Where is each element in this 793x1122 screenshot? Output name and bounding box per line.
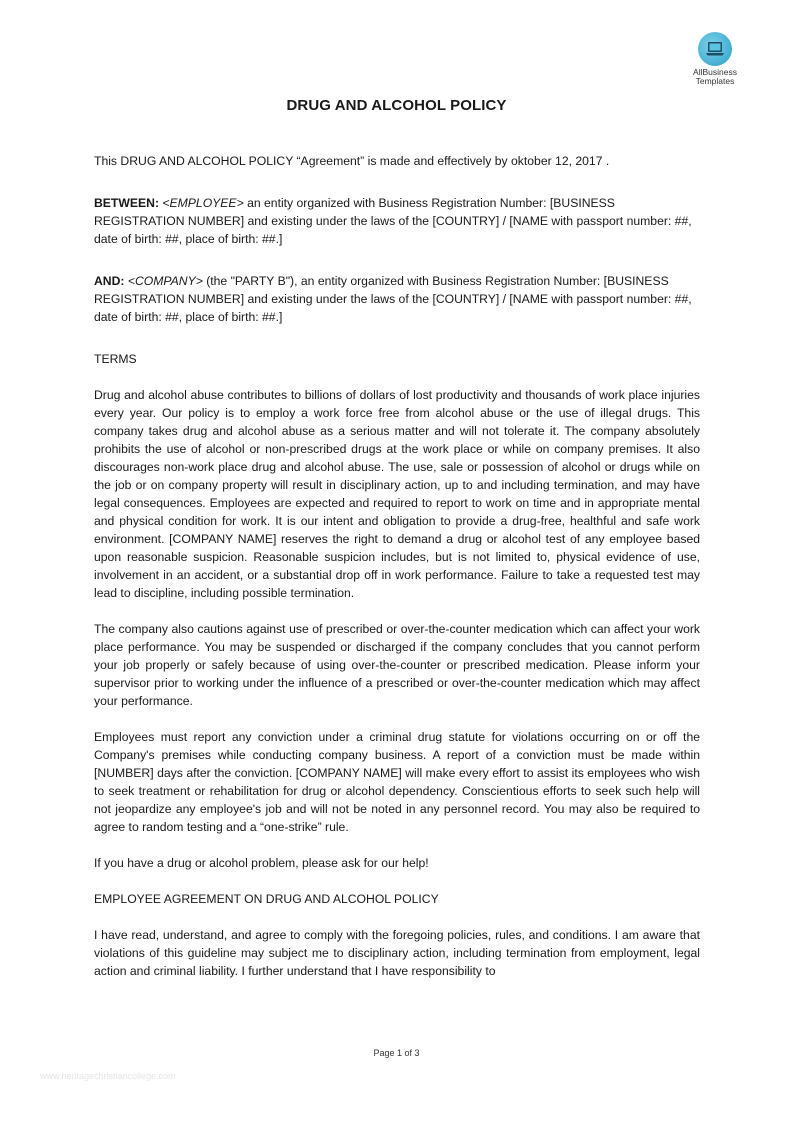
page-number: Page 1 of 3 [373, 1048, 420, 1058]
agreement-heading: EMPLOYEE AGREEMENT ON DRUG AND ALCOHOL POLICY [94, 892, 439, 906]
agreement-paragraph: I have read, understand, and agree to comply with the foregoing policies, rules, and conditions. I am aware that violations of this guideline may subject me to disciplinary action, including termination from employment, legal action and criminal liability. I further understand that I have responsibility to [94, 928, 700, 978]
and-label: AND: [94, 274, 125, 288]
and-clause [94, 272, 700, 326]
laptop-icon [698, 32, 732, 66]
between-clause [94, 194, 700, 248]
document-title: DRUG AND ALCOHOL POLICY [286, 97, 507, 114]
company-logo [680, 32, 750, 86]
logo-line-1: AllBusiness [693, 67, 737, 77]
logo-text [680, 68, 750, 86]
and-text: (the "PARTY B"), an entity organized with Business Registration Number: [BUSINESS REGISTRATION NUMBER] and existing under the laws of the [COUNTRY] / [NAME with passport number: ##, date of birth: ##, place of birth: ##.] [94, 274, 692, 324]
employee-placeholder: <EMPLOYEE> [162, 196, 244, 210]
policy-paragraph-3: Employees must report any conviction under a criminal drug statute for violations occurring on or off the Company's premises while conducting company business. A report of a conviction must be made within [NUMBER] days after the conviction. [COMPANY NAME] will make every effort to assist its employees who wish to seek treatment or rehabilitation for drug or alcohol dependency. Conscientious efforts to seek such help will not jeopardize any employee's job and will not be noted in any personnel record. You may also be required to agree to random testing and a “one-strike” rule. [94, 730, 700, 834]
document-body [94, 152, 700, 998]
intro-paragraph: This DRUG AND ALCOHOL POLICY “Agreement” is made and effectively by oktober 12, 2017 . [94, 154, 610, 168]
policy-paragraph-1: Drug and alcohol abuse contributes to billions of dollars of lost productivity and thousands of work place injuries every year. Our policy is to employ a work force free from alcohol abuse or the use of illegal drugs. This company takes drug and alcohol abuse as a serious matter and will not tolerate it. The company absolutely prohibits the use of alcohol or non-prescribed drugs at the work place or while on company premises. It also discourages non-work place drug and alcohol abuse. The use, sale or possession of alcohol or drugs while on the job or on company property will result in disciplinary action, up to and including termination, and may have legal consequences. Employees are expected and required to report to work on time and in appropriate mental and physical condition for work. It is our intent and obligation to provide a drug-free, healthful and safe work environment. [COMPANY NAME] reserves the right to demand a drug or alcohol test of any employee based upon reasonable suspicion. Reasonable suspicion includes, but is not limited to, physical evidence of use, involvement in an accident, or a substantial drop off in work performance. Failure to take a requested test may lead to discipline, including possible termination. [94, 388, 700, 600]
terms-heading: TERMS [94, 352, 137, 366]
policy-paragraph-2: The company also cautions against use of prescribed or over-the-counter medication which can affect your work place performance. You may be suspended or discharged if the company concludes that you cannot perform your job properly or safely because of using over-the-counter or prescribed medication. Please inform your supervisor prior to working under the influence of a prescribed or over-the-counter medication which may affect your performance. [94, 622, 700, 708]
company-placeholder: <COMPANY> [127, 274, 203, 288]
watermark: www.heritagechristiancollege.com [40, 1071, 176, 1081]
help-line: If you have a drug or alcohol problem, please ask for our help! [94, 856, 429, 870]
logo-line-2: Templates [695, 76, 735, 86]
between-text: an entity organized with Business Registration Number: [BUSINESS REGISTRATION NUMBER] and existing under the laws of the [COUNTRY] / [NAME with passport number: ##, date of birth: ##, place of birth: ##.] [94, 196, 692, 246]
between-label: BETWEEN: [94, 196, 159, 210]
